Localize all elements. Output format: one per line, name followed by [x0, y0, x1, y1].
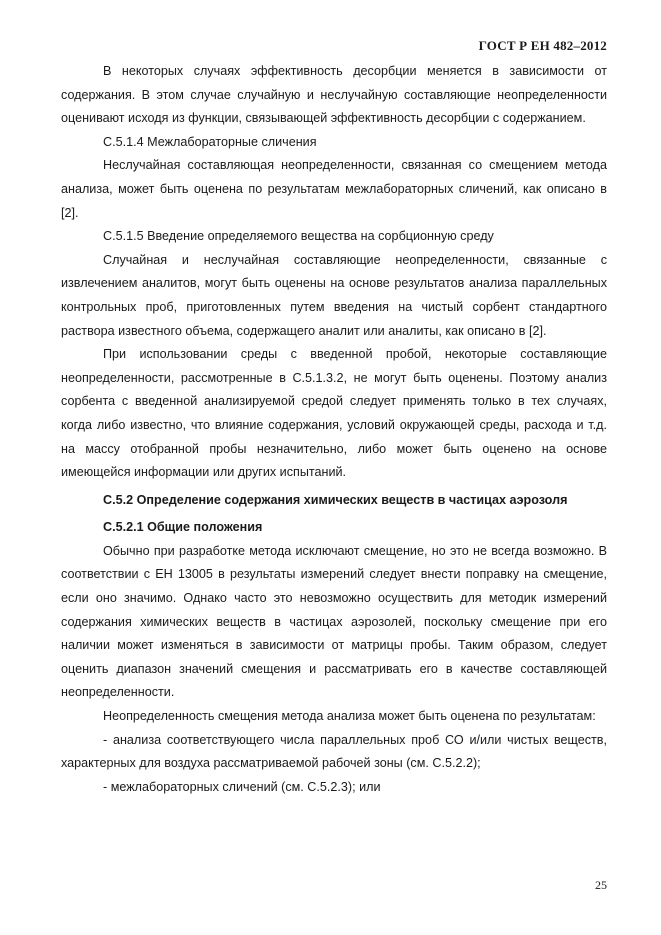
document-body	[61, 60, 607, 799]
paragraph-bias: Обычно при разработке метода исключают смещение, но это не всегда возможно. В соответствии с ЕН 13005 в результаты измерений следует внести поправку на смещение, если оно значимо. Однако часто это невозможно осуществить для методик измерений содержания химических веществ в частицах аэрозолей, поскольку смещение при его наличии может изменяться в зависимости от матрицы пробы. Таким образом, следует оценить диапазон значений смещения и рассматривать его в качестве составляющей неопределенности.	[61, 543, 607, 700]
paragraph-desorption: В некоторых случаях эффективность десорбции меняется в зависимости от содержания. В этом случае случайную и неслучайную составляющие неопределенности оценивают исходя из функции, связывающей эффективность десорбции с содержанием.	[61, 64, 607, 126]
paragraph-bias-estimation: Неопределенность смещения метода анализа может быть оценена по результатам:	[103, 709, 596, 724]
section-heading-c515: С.5.1.5 Введение определяемого вещества на сорбционную среду	[103, 229, 494, 244]
paragraph-spiked-random: Случайная и неслучайная составляющие неопределенности, связанные с извлечением аналитов, могут быть оценены на основе результатов анализа параллельных контрольных проб, приготовленных путем введения на чистый сорбент стандартного раствора известного объема, содержащего аналит или аналиты, как описано в [2].	[61, 252, 607, 338]
section-heading-c514: С.5.1.4 Межлабораторные сличения	[103, 134, 317, 149]
section-heading-c52: С.5.2 Определение содержания химических веществ в частицах аэрозоля	[103, 492, 568, 507]
paragraph-spiked-usage: При использовании среды с введенной пробой, некоторые составляющие неопределенности, рассмотренные в С.5.1.3.2, не могут быть оценены. Поэтому анализ сорбента с введенной анализируемой средой следует применять только в тех случаях, когда либо известно, что влияние содержания, условий окружающей среды, расхода и т.д. на массу отобранной пробы незначительно, либо может быть оценено на основе имеющейся информации или других испытаний.	[61, 347, 607, 480]
document-header: ГОСТ Р ЕН 482–2012	[478, 38, 607, 53]
list-item-reference-samples: - анализа соответствующего числа параллельных проб СО и/или чистых веществ, характерных для воздуха рассматриваемой рабочей зоны (см. С.5.2.2);	[61, 732, 607, 771]
page-number: 25	[595, 878, 607, 892]
paragraph-interlab: Неслучайная составляющая неопределенности, связанная со смещением метода анализа, может быть оценена по результатам межлабораторных сличений, как описано в [2].	[61, 158, 607, 220]
section-heading-c521: С.5.2.1 Общие положения	[103, 520, 263, 535]
list-item-interlab: - межлабораторных сличений (см. С.5.2.3); или	[103, 779, 381, 794]
